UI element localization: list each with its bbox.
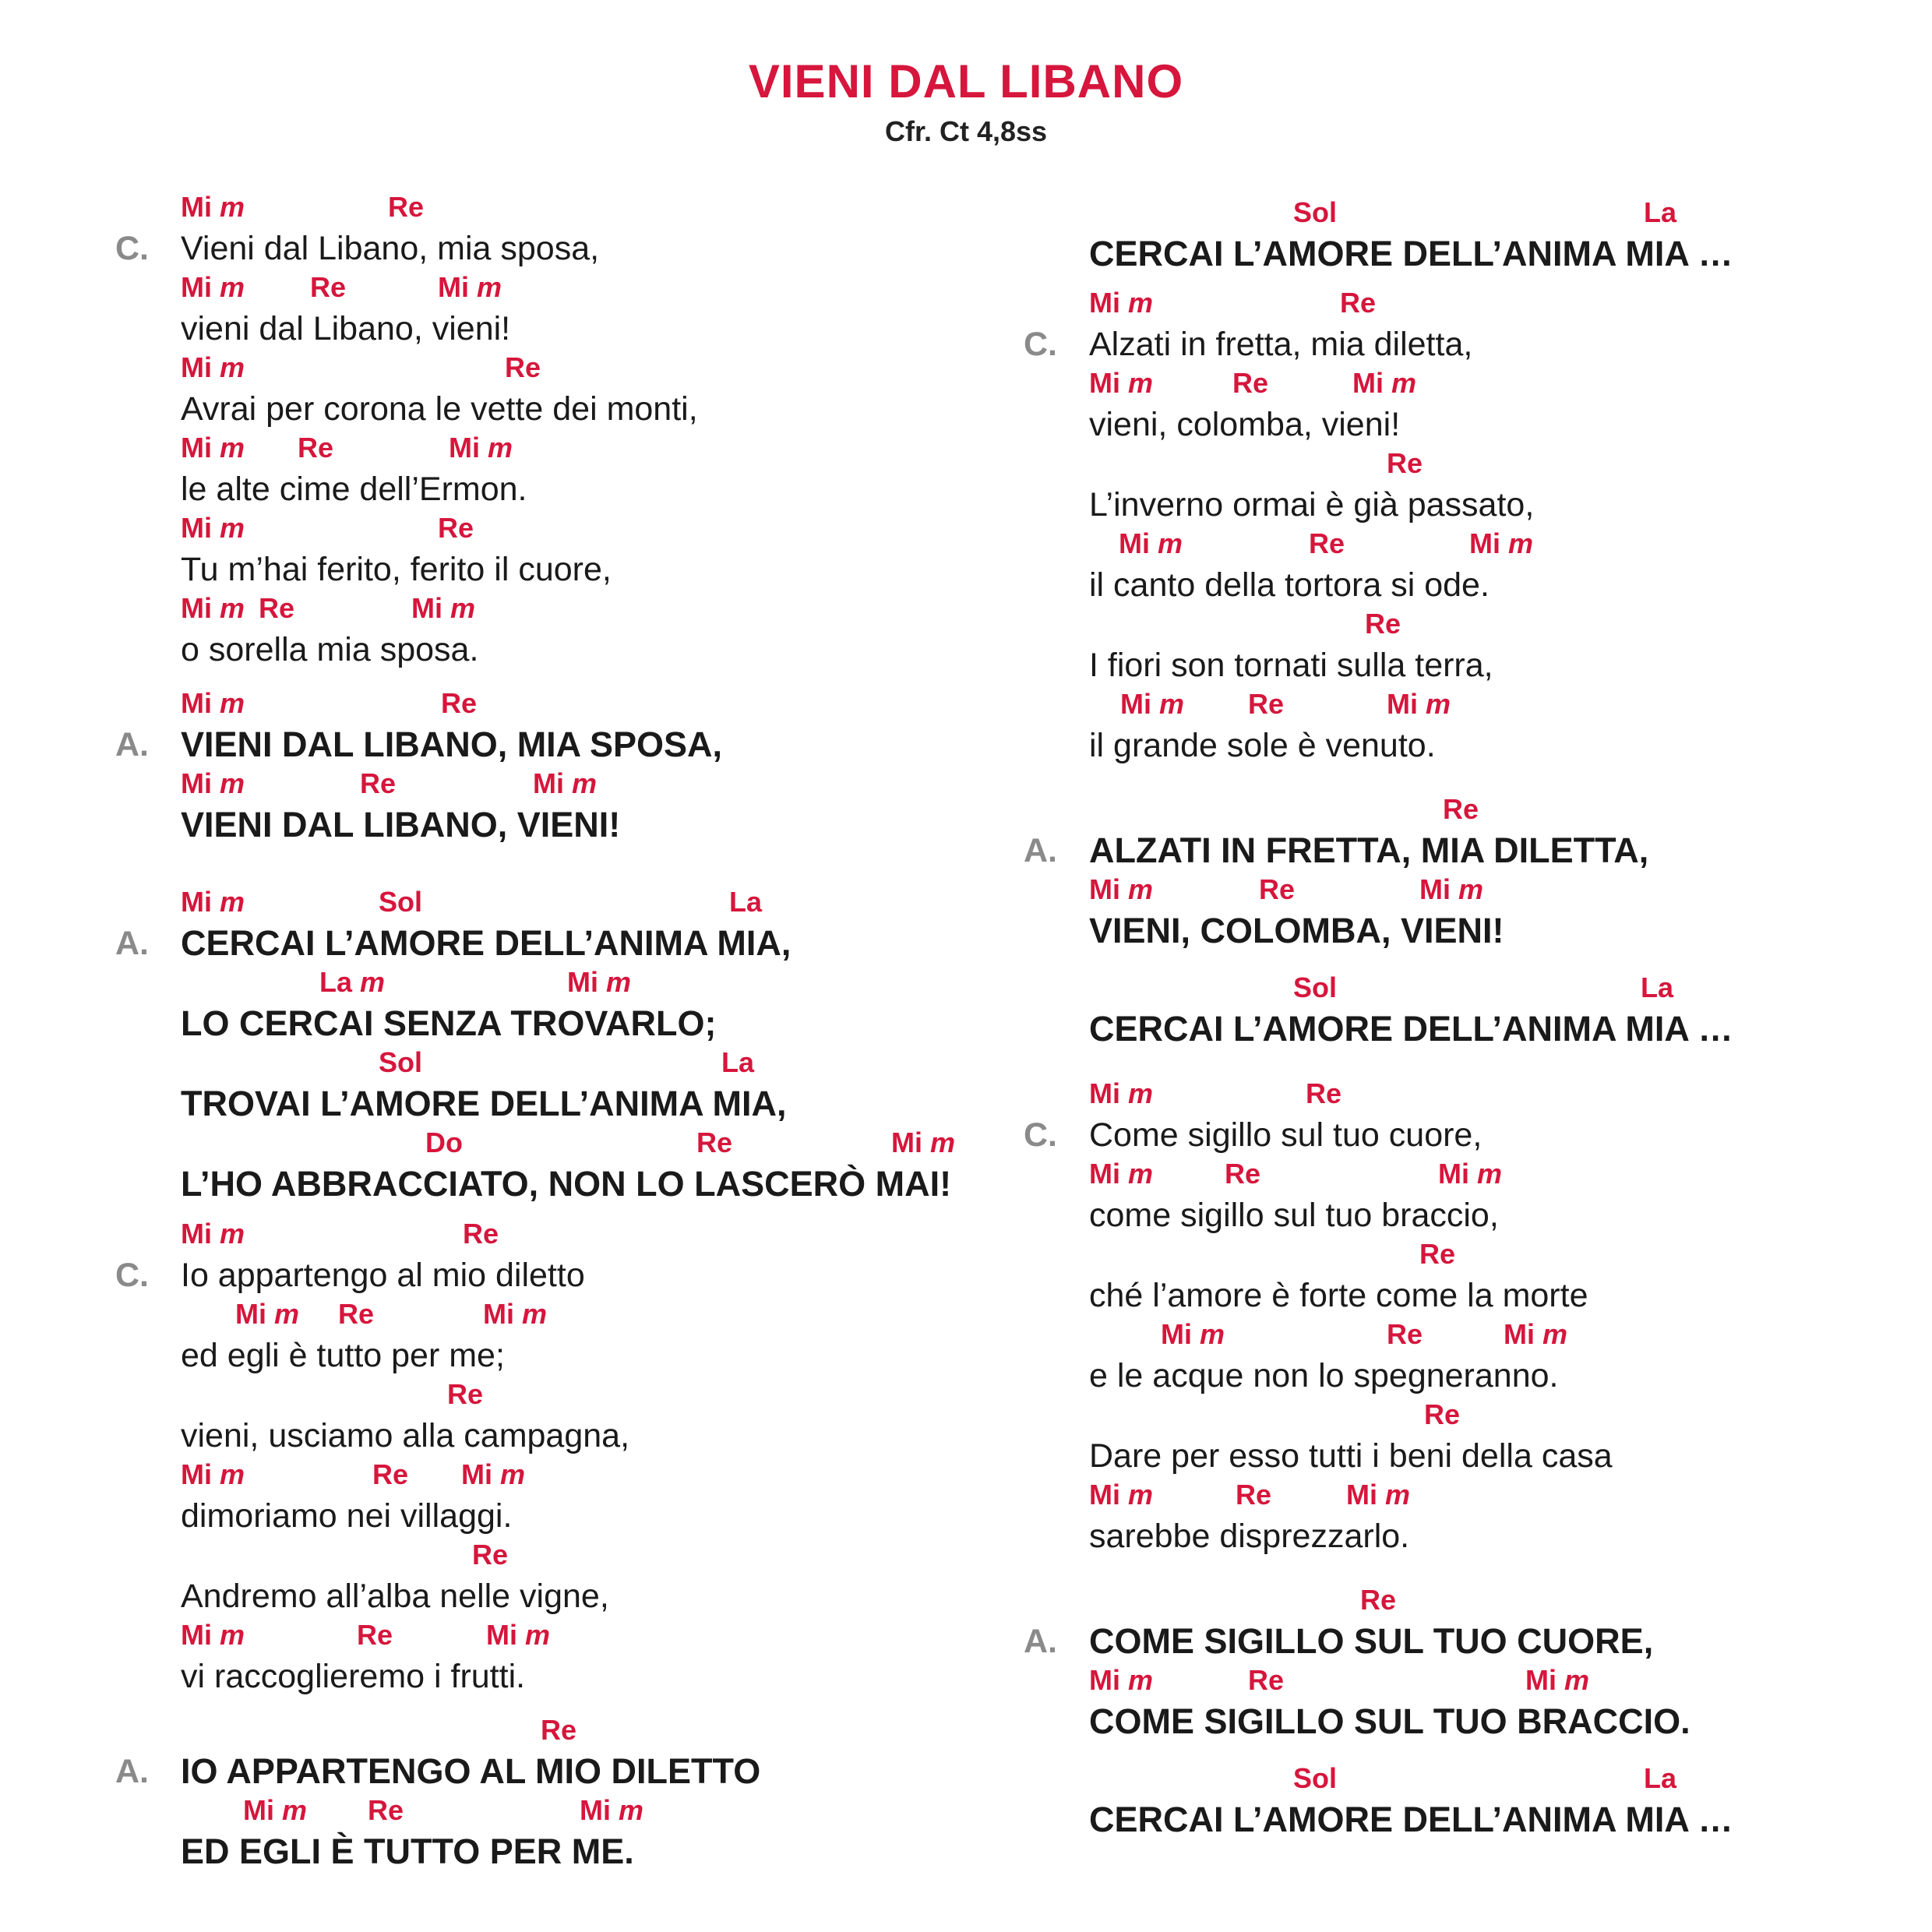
verse-marker: C.	[1024, 1116, 1057, 1154]
chord-label: Mi m	[1438, 1158, 1503, 1190]
chord-row	[1089, 873, 1504, 908]
chord-row	[1089, 1762, 1733, 1796]
chord-label: Mi m	[181, 886, 245, 918]
lyric-text: vieni dal Libano, vieni!	[181, 310, 511, 347]
lyric-text: dimoriamo nei villaggi.	[181, 1497, 513, 1535]
verse-marker: A.	[115, 726, 149, 763]
chord-label: Mi m	[181, 351, 245, 383]
chord-label: Re	[1424, 1398, 1461, 1430]
chord-label: Mi m	[1089, 1158, 1154, 1190]
lyric-text: LO CERCAI SENZA TROVARLO;	[181, 1003, 717, 1043]
chord-label: Mi m	[567, 966, 632, 998]
chord-label: Mi m	[580, 1794, 644, 1826]
chord-label: Mi m	[1504, 1318, 1568, 1350]
chord-row	[181, 592, 478, 626]
lyric-line	[1089, 1479, 1409, 1560]
lyric-line	[181, 432, 527, 513]
lyric-text: IO APPARTENGO AL MIO DILETTO	[181, 1751, 761, 1791]
chord-row	[181, 1298, 548, 1332]
chord-label: Mi m	[181, 191, 245, 223]
chord-row	[1089, 287, 1472, 321]
chord-label: Re	[310, 271, 347, 303]
chord-label: Do	[425, 1126, 463, 1158]
lyric-text: Avrai per corona le vette dei monti,	[181, 390, 698, 428]
chord-label: La	[729, 886, 763, 918]
lyric-line	[1089, 1762, 1733, 1843]
chord-label: Re	[1387, 1318, 1423, 1350]
chord-label: Re	[259, 592, 295, 624]
lyric-text: ché l’amore è forte come la morte	[1089, 1277, 1588, 1314]
chord-row	[1089, 367, 1417, 401]
chord-label: Sol	[1293, 1762, 1338, 1794]
chord-label: Mi m	[486, 1619, 551, 1651]
lyric-line	[1089, 367, 1417, 448]
chord-label: La	[1641, 971, 1674, 1003]
chord-label: Re	[472, 1539, 509, 1571]
chord-label: Re	[447, 1378, 484, 1410]
chord-row	[181, 191, 599, 225]
lyric-line	[181, 1714, 760, 1795]
chord-label: Mi m	[1089, 287, 1154, 319]
chord-label: Sol	[1293, 971, 1338, 1003]
chord-row	[181, 512, 612, 546]
chord-label: Mi m	[243, 1794, 308, 1826]
chord-row	[181, 886, 791, 920]
chord-row	[181, 1126, 956, 1161]
lyric-line	[181, 512, 612, 593]
lyric-text: CERCAI L’AMORE DELL’ANIMA MIA …	[1089, 1800, 1733, 1839]
lyric-text: ED EGLI È TUTTO PER ME.	[181, 1832, 634, 1871]
chord-label: Re	[360, 767, 397, 799]
verse-marker: A.	[1024, 1623, 1057, 1660]
lyric-line	[1089, 447, 1534, 528]
lyric-line	[181, 1794, 644, 1875]
lyric-line	[1089, 196, 1733, 277]
chord-label: Mi m	[181, 687, 245, 719]
lyric-line	[1089, 1238, 1588, 1319]
chord-row	[1089, 608, 1493, 642]
chord-label: Mi m	[1161, 1318, 1225, 1350]
chord-label: La	[1644, 1762, 1677, 1794]
chord-row	[1089, 527, 1534, 562]
lyric-line	[1089, 1398, 1613, 1479]
chord-row	[1089, 1238, 1588, 1272]
chord-label: Re	[1360, 1584, 1397, 1616]
chord-label: Mi m	[1525, 1664, 1590, 1696]
chord-label: Mi m	[891, 1126, 956, 1158]
chord-label: La m	[319, 966, 386, 998]
chord-label: Mi m	[181, 432, 245, 464]
chord-label: Re	[505, 351, 541, 383]
chord-row	[181, 1619, 551, 1653]
chord-row	[181, 687, 722, 721]
chord-row	[1089, 793, 1648, 827]
lyric-text: come sigillo sul tuo braccio,	[1089, 1197, 1499, 1234]
chord-label: Mi m	[235, 1298, 300, 1330]
chord-row	[1089, 688, 1451, 722]
chord-label: Re	[441, 687, 478, 719]
chord-label: Mi m	[449, 432, 513, 464]
lyric-line	[181, 1126, 956, 1208]
lyric-line	[1089, 873, 1504, 954]
chord-row	[181, 1539, 609, 1573]
verse-marker: A.	[115, 925, 149, 962]
chord-row	[1089, 447, 1534, 481]
lyric-text: e le acque non lo spegneranno.	[1089, 1357, 1559, 1394]
lyric-text: ALZATI IN FRETTA, MIA DILETTA,	[1089, 830, 1649, 870]
chord-label: Re	[1306, 1077, 1342, 1109]
lyric-line	[1089, 287, 1472, 368]
lyric-line	[1089, 527, 1534, 608]
lyric-line	[181, 351, 698, 432]
chord-label: Mi m	[461, 1458, 526, 1490]
chord-label: Mi m	[483, 1298, 548, 1330]
chord-label: Sol	[379, 1046, 423, 1078]
verse-marker: C.	[1024, 326, 1057, 363]
chord-label: Re	[1340, 287, 1377, 319]
lyric-text: Dare per esso tutti i beni della casa	[1089, 1437, 1613, 1475]
lyric-text: Io appartengo al mio diletto	[181, 1257, 585, 1294]
chord-label: Re	[1248, 688, 1285, 720]
chord-label: Re	[1419, 1238, 1456, 1270]
chord-row	[1089, 971, 1733, 1006]
chord-label: Mi m	[1346, 1479, 1411, 1511]
lyric-text: COME SIGILLO SUL TUO CUORE,	[1089, 1621, 1654, 1661]
lyric-text: Vieni dal Libano, mia sposa,	[181, 230, 600, 267]
lyric-line	[1089, 608, 1493, 689]
lyric-line	[181, 886, 791, 967]
chord-label: Mi m	[438, 271, 502, 303]
chord-label: Re	[541, 1714, 577, 1746]
chord-row	[181, 432, 527, 466]
lyric-line	[181, 687, 722, 768]
chord-label: Re	[696, 1126, 733, 1158]
lyric-text: sarebbe disprezzarlo.	[1089, 1518, 1410, 1555]
chord-label: Mi m	[1089, 1479, 1154, 1511]
lyric-text: le alte cime dell’Ermon.	[181, 471, 527, 508]
chord-label: Mi m	[533, 767, 598, 799]
lyric-text: il canto della tortora si ode.	[1089, 566, 1490, 604]
lyric-text: CERCAI L’AMORE DELL’ANIMA MIA,	[181, 923, 791, 963]
chord-row	[1089, 1664, 1690, 1698]
lyric-line	[1089, 793, 1648, 874]
chord-label: Mi m	[1352, 367, 1417, 399]
chord-label: Mi m	[411, 592, 476, 624]
chord-row	[181, 1458, 526, 1493]
chord-row	[181, 1714, 760, 1748]
verse-marker: A.	[115, 1753, 149, 1790]
chord-label: Re	[372, 1458, 409, 1490]
chord-label: Mi m	[1387, 688, 1451, 720]
lyric-line	[181, 1298, 548, 1379]
chord-label: Re	[1387, 447, 1423, 479]
chord-label: Mi m	[1089, 873, 1154, 905]
lyric-line	[181, 1539, 609, 1620]
lyric-text: COME SIGILLO SUL TUO BRACCIO.	[1089, 1701, 1690, 1741]
lyric-text: VIENI DAL LIBANO, VIENI!	[181, 805, 621, 844]
chord-label: Re	[298, 432, 334, 464]
verse-marker: C.	[115, 1257, 149, 1294]
lyric-line	[181, 966, 716, 1047]
chord-label: Re	[368, 1794, 404, 1826]
chord-row	[181, 966, 716, 1000]
lyric-text: L’HO ABBRACCIATO, NON LO LASCERÒ MAI!	[181, 1164, 952, 1204]
lyric-line	[1089, 688, 1451, 769]
chord-label: Mi m	[1419, 873, 1484, 905]
lyric-line	[181, 767, 620, 848]
lyric-text: Tu m’hai ferito, ferito il cuore,	[181, 551, 612, 588]
lyric-text: TROVAI L’AMORE DELL’ANIMA MIA,	[181, 1084, 787, 1123]
chord-label: Mi m	[181, 1619, 245, 1651]
chord-row	[181, 1378, 629, 1412]
chord-row	[181, 271, 510, 305]
lyric-text: vi raccoglieremo i frutti.	[181, 1658, 526, 1695]
chord-row	[181, 1794, 644, 1828]
verse-marker: A.	[1024, 832, 1057, 869]
chord-label: Re	[338, 1298, 375, 1330]
lyric-line	[1089, 1584, 1653, 1665]
chord-label: Mi m	[181, 767, 245, 799]
chord-row	[181, 767, 620, 802]
lyric-line	[1089, 1158, 1503, 1239]
chord-label: Re	[438, 512, 474, 544]
lyric-text: CERCAI L’AMORE DELL’ANIMA MIA …	[1089, 234, 1733, 273]
lyric-text: ed egli è tutto per me;	[181, 1337, 505, 1374]
chord-label: Re	[1232, 367, 1269, 399]
verse-marker: C.	[115, 230, 149, 267]
chord-label: Sol	[379, 886, 423, 918]
lyric-line	[1089, 1664, 1690, 1745]
lyric-line	[181, 1619, 551, 1700]
lyric-line	[1089, 1318, 1568, 1399]
lyric-text: Come sigillo sul tuo cuore,	[1089, 1116, 1482, 1154]
chord-label: La	[1644, 196, 1677, 228]
lyric-line	[181, 271, 510, 352]
chord-label: La	[721, 1046, 755, 1078]
lyric-line	[181, 592, 478, 673]
chord-row	[1089, 1158, 1503, 1192]
chord-row	[1089, 1398, 1613, 1433]
chord-label: Re	[1236, 1479, 1272, 1511]
chord-label: Re	[1309, 527, 1345, 559]
chord-label: Mi m	[181, 1218, 245, 1250]
lyric-text: Andremo all’alba nelle vigne,	[181, 1578, 609, 1615]
lyric-line	[1089, 1077, 1482, 1158]
left-column	[115, 0, 960, 1932]
chord-row	[181, 1046, 786, 1081]
chord-label: Re	[1248, 1664, 1285, 1696]
chord-label: Mi m	[1089, 1077, 1154, 1109]
song-title: VIENI DAL LIBANO	[748, 55, 1184, 108]
song-reference: Cfr. Ct 4,8ss	[884, 115, 1048, 147]
chord-label: Re	[1365, 608, 1401, 640]
chord-label: Mi m	[1089, 1664, 1154, 1696]
lyric-line	[181, 1378, 629, 1459]
chord-label: Mi m	[1119, 527, 1183, 559]
lyric-text: Alzati in fretta, mia diletta,	[1089, 326, 1473, 363]
lyric-text: o sorella mia sposa.	[181, 631, 479, 668]
chord-label: Re	[1225, 1158, 1261, 1190]
chord-label: Mi m	[181, 1458, 245, 1490]
lyric-text: VIENI DAL LIBANO, MIA SPOSA,	[181, 724, 723, 764]
lyric-line	[181, 1458, 526, 1539]
lyric-text: il grande sole è venuto.	[1089, 727, 1436, 764]
lyric-text: vieni, usciamo alla campagna,	[181, 1417, 630, 1454]
chord-row	[1089, 1077, 1482, 1112]
lyric-line	[181, 1218, 585, 1299]
chord-label: Mi m	[1120, 688, 1185, 720]
chord-label: Mi m	[1089, 367, 1154, 399]
lyric-text: L’inverno ormai è già passato,	[1089, 486, 1535, 524]
chord-row	[181, 351, 698, 386]
right-column	[1024, 0, 1907, 1932]
chord-label: Re	[1443, 793, 1479, 825]
chord-row	[1089, 1318, 1568, 1352]
chord-label: Re	[357, 1619, 393, 1651]
lyric-text: CERCAI L’AMORE DELL’ANIMA MIA …	[1089, 1009, 1733, 1049]
lyric-line	[181, 191, 599, 272]
chord-label: Mi m	[181, 592, 245, 624]
chord-label: Mi m	[181, 271, 245, 303]
chord-row	[1089, 196, 1733, 231]
lyric-text: I fiori son tornati sulla terra,	[1089, 647, 1493, 684]
chord-label: Re	[1259, 873, 1296, 905]
chord-row	[1089, 1584, 1653, 1618]
chord-label: Mi m	[181, 512, 245, 544]
lyric-text: VIENI, COLOMBA, VIENI!	[1089, 911, 1504, 950]
chord-label: Re	[388, 191, 425, 223]
chord-label: Sol	[1293, 196, 1338, 228]
chord-row	[181, 1218, 585, 1252]
chord-label: Mi m	[1469, 527, 1534, 559]
lyric-text: vieni, colomba, vieni!	[1089, 406, 1401, 443]
lyric-line	[181, 1046, 786, 1127]
lyric-line	[1089, 971, 1733, 1052]
chord-label: Re	[463, 1218, 499, 1250]
chord-row	[1089, 1479, 1409, 1513]
